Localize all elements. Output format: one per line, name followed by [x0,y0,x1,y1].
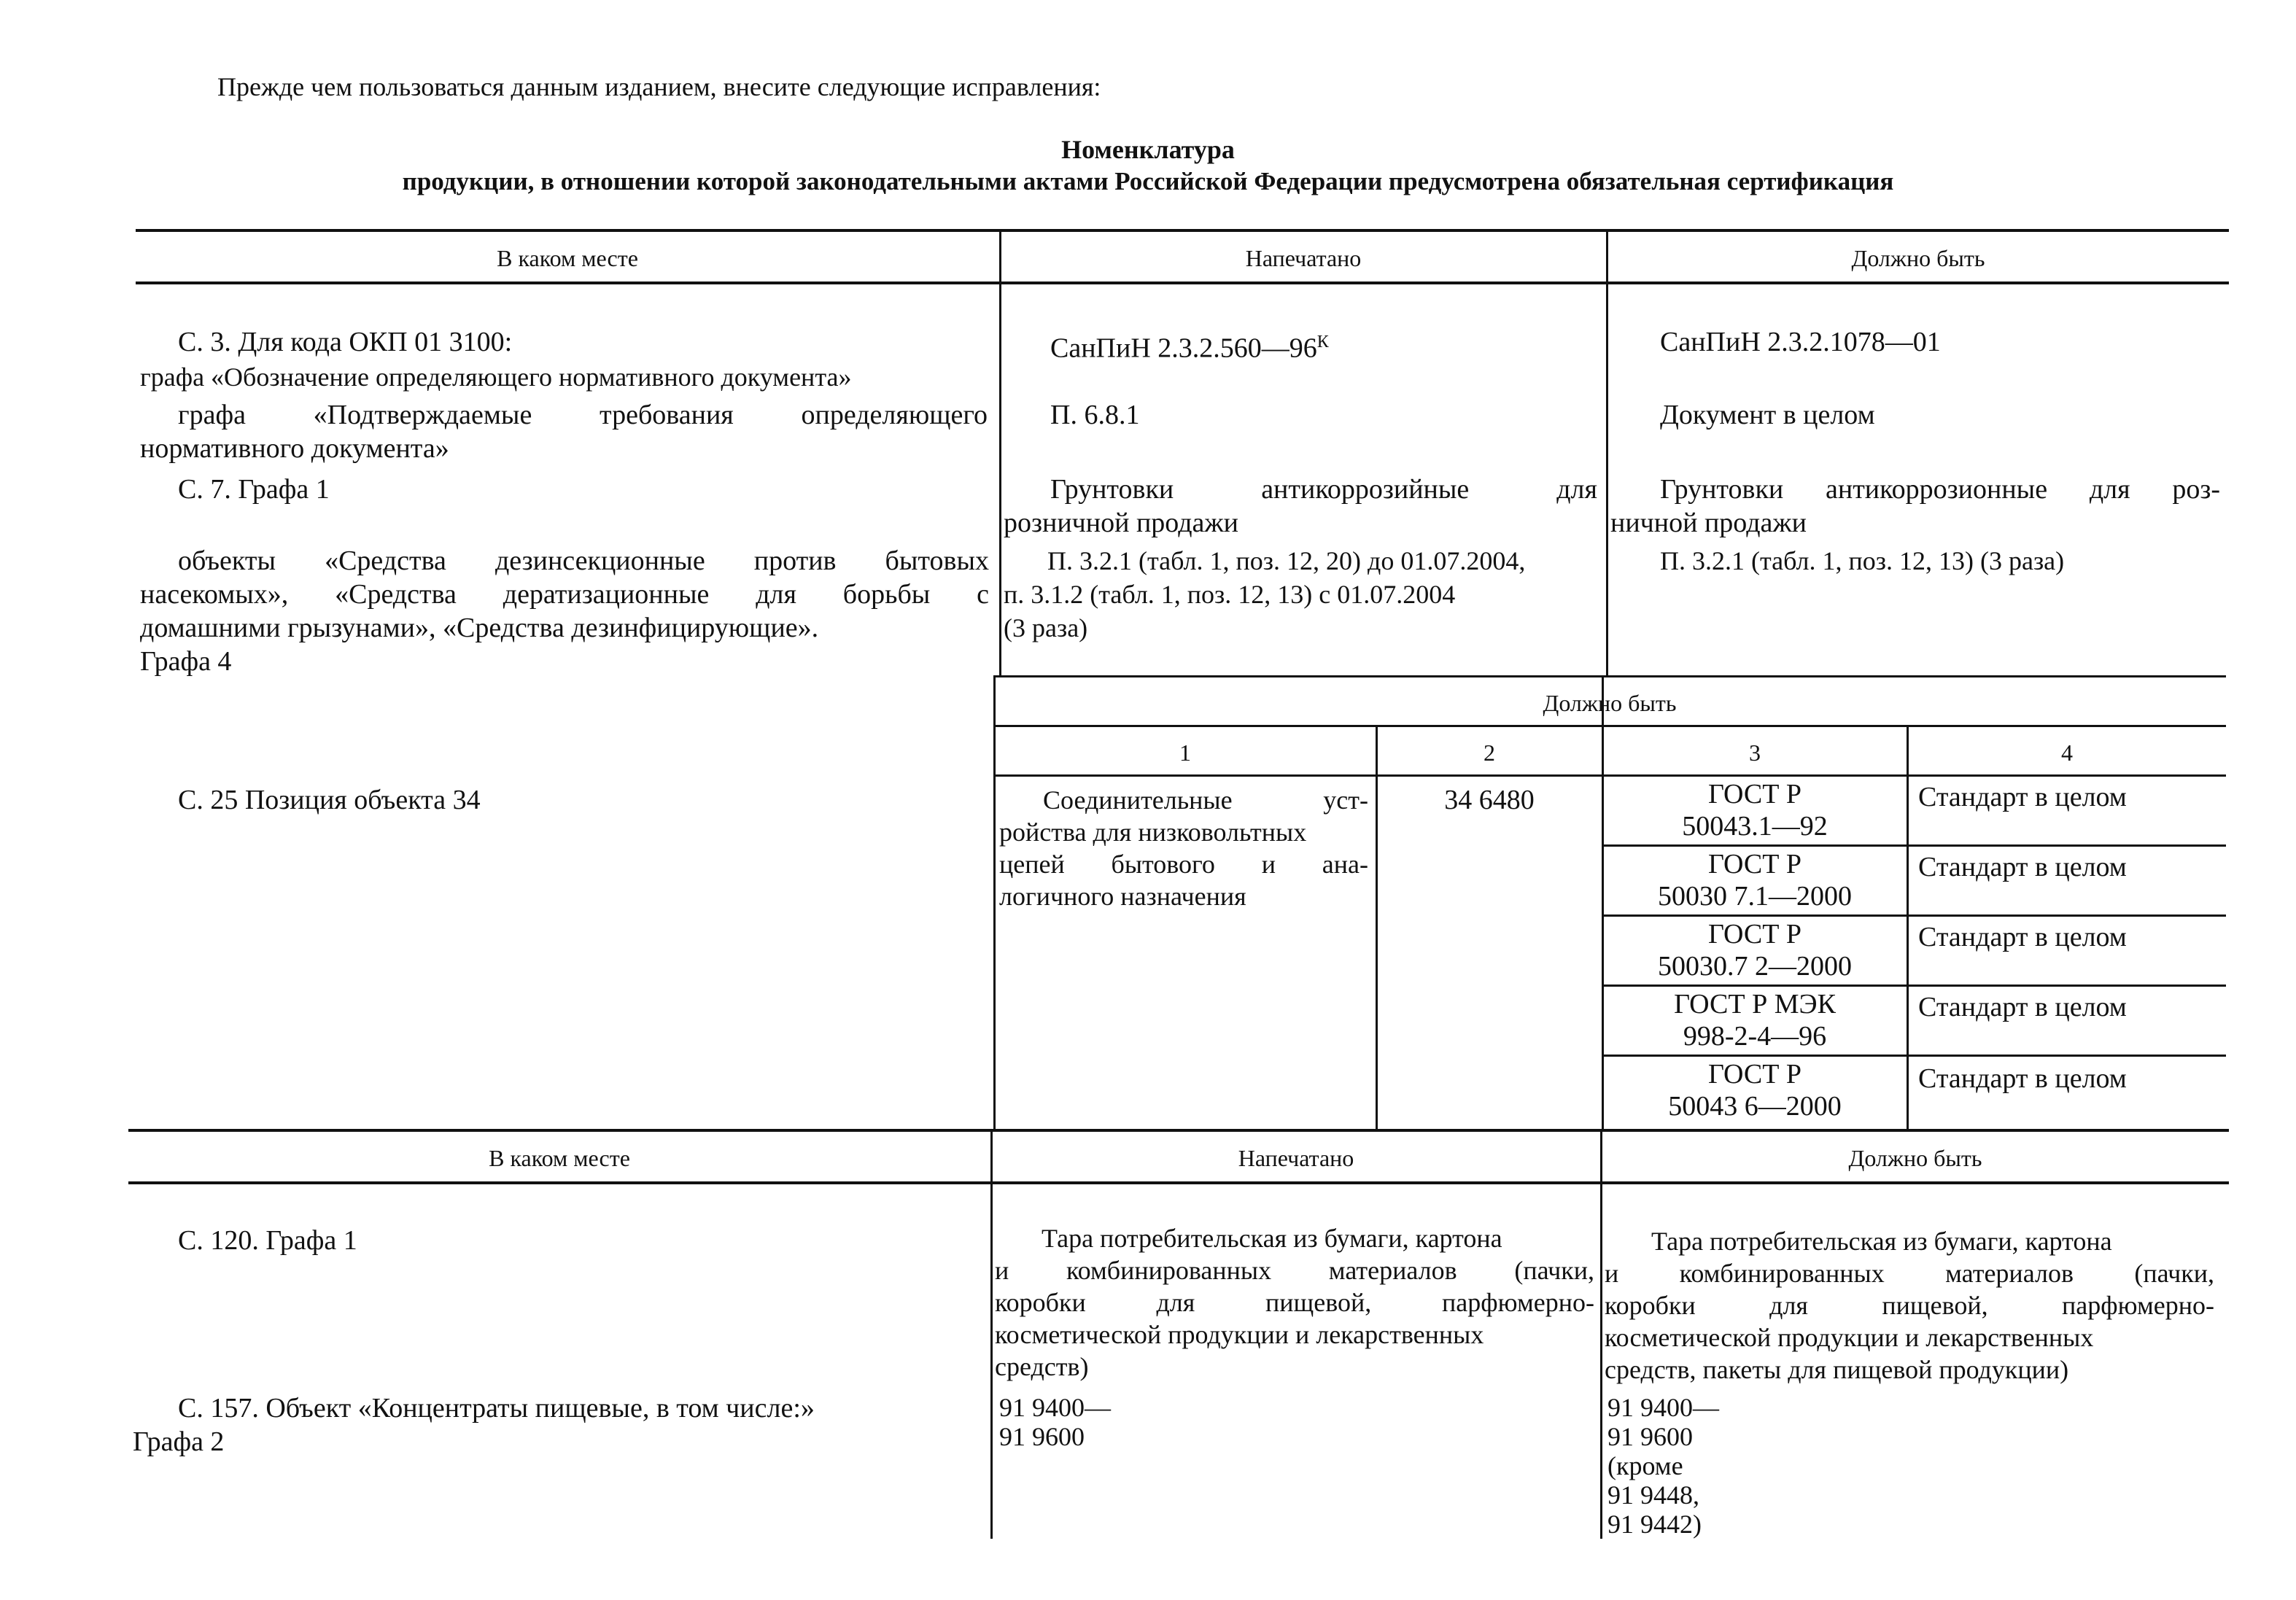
b3-header-where: В каком месте [489,1145,630,1171]
b3-r2-printed-1: 91 9400— [999,1393,1111,1422]
table2-header-rule [993,725,2226,727]
table3-divider-2 [1600,1130,1602,1539]
table3-divider-1 [990,1130,993,1539]
b2-r1-std-b: 50043.1—92 [1682,811,1828,842]
b3-r1-printed-1: Тара потребительская из бумаги, картона [1042,1224,1502,1253]
b2-r5-std-a: ГОСТ Р [1707,1059,1802,1090]
header-should-be: Должно быть [1851,245,1985,271]
table1-header-rule [136,281,2229,284]
b3-r1-should-1: Тара потребительская из бумаги, картона [1651,1227,2112,1256]
b3-r2-where-a: С. 157. Объект «Концентраты пищевые, в том числе:» [178,1393,815,1424]
b1-r2-printed-sup: К [1316,333,1329,352]
b3-header-printed: Напечатано [1238,1145,1354,1171]
b1-r5-printed-b: п. 3.1.2 (табл. 1, поз. 12, 13) с 01.07.2004 [1004,580,1456,609]
b3-r1-printed-4: косметической продукции и лекарственных [995,1320,1484,1349]
b3-r2-printed-2: 91 9600 [999,1422,1085,1451]
b3-r1-should-2: и комбинированных материалов (пачки, [1605,1259,2214,1288]
b2-r5-std-b: 50043 6—2000 [1668,1091,1842,1122]
b3-r1-should-4: косметической продукции и лекарственных [1605,1323,2094,1352]
header-printed: Напечатано [1245,245,1362,271]
b2-col1-c: цепей бытового и ана- [999,850,1368,879]
b3-r1-printed-5: средств) [995,1352,1089,1381]
header-where: В каком месте [497,245,638,271]
b2-colnum-2: 2 [1484,739,1495,766]
b1-r4-printed-a: Грунтовки антикоррозийные для [1050,474,1597,505]
b2-col1-b: ройства для низковольтных [999,818,1307,847]
b3-r2-should-3: (кроме [1607,1451,1683,1480]
b2-row-rule-3 [1603,985,2226,987]
b1-r5-where-c: домашними грызунами», «Средства дезинфицирующие». [140,613,819,643]
b2-col1-a: Соединительные уст- [1043,785,1368,815]
table1-divider-2 [1606,230,1608,677]
table2-top-rule [993,675,2226,677]
b3-r1-should-3: коробки для пищевой, парфюмерно- [1605,1291,2214,1320]
b2-r4-std-b: 998-2-4—96 [1683,1021,1827,1052]
table1-divider-1 [999,230,1001,677]
b2-r2-scope: Стандарт в целом [1918,852,2127,882]
b2-colnum-4: 4 [2061,739,2073,766]
b1-r5-printed-c: (3 раза) [1004,613,1088,642]
b1-r4-printed-b: розничной продажи [1004,508,1238,538]
b2-r2-std-a: ГОСТ Р [1707,849,1802,879]
b3-r1-where: С. 120. Графа 1 [178,1225,357,1256]
b1-r5-should: П. 3.2.1 (табл. 1, поз. 12, 13) (3 раза) [1660,546,2065,575]
b3-r1-printed-3: коробки для пищевой, парфюмерно- [995,1288,1594,1317]
b1-r2-printed: СанПиН $2.3.2.560—96^К$ [1050,333,1329,364]
b3-r2-where-b: Графа 2 [133,1426,225,1457]
table3-top-rule [128,1129,2229,1132]
table3-header-rule [128,1181,2229,1184]
doc-title: Номенклатура [1061,135,1235,164]
b2-r3-std-a: ГОСТ Р [1707,919,1802,949]
b2-colnum-1: 1 [1179,739,1191,766]
b1-r4-where: С. 7. Графа 1 [178,474,330,505]
intro-text: Прежде чем пользоваться данным изданием, внесите следующие исправления: [217,72,1101,101]
b2-col2: 34 6480 [1444,785,1535,815]
b2-col1-d: логичного назначения [999,882,1246,911]
b2-r4-scope: Стандарт в целом [1918,992,2127,1022]
b3-r2-should-1: 91 9400— [1607,1393,1719,1422]
b2-colnum-3: 3 [1749,739,1761,766]
b2-row-rule-1 [1603,844,2226,847]
table2-numbers-rule [993,774,2226,777]
b1-r4-should-b: ничной продажи [1610,508,1807,538]
b3-r2-should-5: 91 9442) [1607,1510,1702,1539]
b2-r3-scope: Стандарт в целом [1918,922,2127,952]
b3-r2-should-4: 91 9448, [1607,1480,1699,1510]
b1-r4-should-a: Грунтовки антикоррозионные для роз- [1660,474,2220,505]
b2-header-should-be: Должно быть [1543,690,1677,716]
b2-row-rule-4 [1603,1055,2226,1057]
b2-r1-scope: Стандарт в целом [1918,782,2127,812]
b2-r2-std-b: 50030 7.1—2000 [1658,881,1852,912]
table1-top-rule [136,229,2229,232]
b1-r3-where-a: графа «Подтверждаемые требования определяющего [178,400,988,430]
b2-divider-3 [1907,726,1909,1129]
b2-r4-std-a: ГОСТ Р МЭК [1674,989,1836,1020]
doc-subtitle: продукции, в отношении которой законодательными актами Российской Федерации предусмотрена обязательная сертификация [402,167,1894,195]
b1-r3-printed: П. 6.8.1 [1050,400,1140,430]
b3-r1-printed-2: и комбинированных материалов (пачки, [995,1256,1594,1285]
b1-r3-where-b: нормативного документа» [140,433,449,464]
b1-r5-printed-a: П. 3.2.1 (табл. 1, поз. 12, 20) до 01.07.2004, [1047,546,1526,575]
b3-header-should-be: Должно быть [1848,1145,1982,1171]
b2-where: С. 25 Позиция объекта 34 [178,785,481,815]
b1-r5-where-a: объекты «Средства дезинсекционные против бытовых [178,545,989,576]
b1-r5-where-b: насекомых», «Средства дератизационные для борьбы с [140,579,989,610]
b1-r2-should: СанПиН 2.3.2.1078—01 [1660,327,1941,357]
b1-r3-should: Документ в целом [1660,400,1875,430]
b2-row-rule-2 [1603,914,2226,917]
b2-r3-std-b: 50030.7 2—2000 [1658,951,1852,982]
b1-r1-where: С. 3. Для кода ОКП 01 3100: [178,327,513,357]
b3-r1-should-5: средств, пакеты для пищевой продукции) [1605,1355,2069,1384]
b1-r2-where: графа «Обозначение определяющего нормативного документа» [140,362,852,392]
b1-r5-where-d: Графа 4 [140,646,232,677]
b2-r5-scope: Стандарт в целом [1918,1063,2127,1094]
b2-r1-std-a: ГОСТ Р [1707,779,1802,809]
b3-r2-should-2: 91 9600 [1607,1422,1693,1451]
